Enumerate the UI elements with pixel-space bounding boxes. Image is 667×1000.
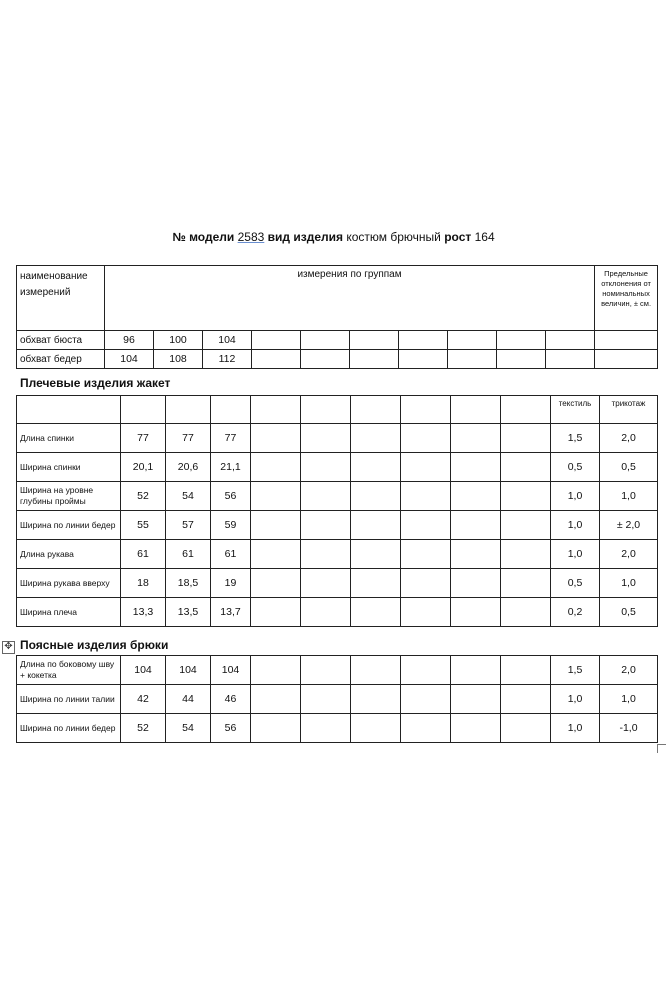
table-row (17, 331, 658, 350)
cell-value: 59 (211, 511, 251, 540)
cell-value: 42 (121, 685, 166, 714)
cell-value: 96 (105, 331, 154, 350)
cell-knit: 1,0 (600, 569, 658, 598)
row-name: Длина по боковому шву + кокетка (17, 656, 121, 685)
cell-knit: 0,5 (600, 453, 658, 482)
cell-value: 54 (166, 714, 211, 743)
cell-value: 21,1 (211, 453, 251, 482)
height-label: рост (444, 230, 472, 244)
cell-value: 61 (121, 540, 166, 569)
row-name: Ширина по линии талии (17, 685, 121, 714)
cell-value: 18,5 (166, 569, 211, 598)
model-number: 2583 (237, 230, 265, 244)
cell-value: 13,7 (211, 598, 251, 627)
type-label: вид изделия (267, 230, 343, 244)
table-row (17, 598, 658, 627)
row-name: Длина рукава (17, 540, 121, 569)
cell-value: 77 (121, 424, 166, 453)
cell-value: 77 (211, 424, 251, 453)
row-name: Ширина рукава вверху (17, 569, 121, 598)
cell-value: 61 (166, 540, 211, 569)
cell-value: 13,5 (166, 598, 211, 627)
table-row (17, 424, 658, 453)
header-groups: измерения по группам (105, 266, 595, 331)
cell-value: 20,6 (166, 453, 211, 482)
row-name: Ширина спинки (17, 453, 121, 482)
cell-value: 57 (166, 511, 211, 540)
cell-value: 55 (121, 511, 166, 540)
cell-knit: 1,0 (600, 482, 658, 511)
row-name: Ширина на уровне глубины проймы (17, 482, 121, 511)
cell-textile: 0,2 (551, 598, 600, 627)
table-row (17, 511, 658, 540)
cell-value: 56 (211, 482, 251, 511)
cell-value: 61 (211, 540, 251, 569)
table-row (17, 685, 658, 714)
cell-value: 100 (154, 331, 203, 350)
table-row (17, 453, 658, 482)
col-knit: трикотаж (600, 396, 658, 424)
cell-value: 104 (121, 656, 166, 685)
cell-value: 56 (211, 714, 251, 743)
table-row (17, 569, 658, 598)
table-row (17, 482, 658, 511)
cell-knit: 1,0 (600, 685, 658, 714)
cell-value: 46 (211, 685, 251, 714)
table-row (17, 350, 658, 369)
cell-value: 112 (203, 350, 252, 369)
section-jacket-heading: Плечевые изделия жакет (20, 376, 171, 390)
cell-textile: 1,0 (551, 540, 600, 569)
cell-value: 44 (166, 685, 211, 714)
type-value: костюм брючный (346, 230, 441, 244)
model-label: № модели (172, 230, 235, 244)
cell-value: 52 (121, 714, 166, 743)
cell-textile: 1,0 (551, 685, 600, 714)
header-tolerance: Предельные отклонения от номинальных величин, ± см. (595, 266, 658, 331)
cell-value: 77 (166, 424, 211, 453)
row-name: Ширина плеча (17, 598, 121, 627)
cell-textile: 1,5 (551, 424, 600, 453)
cell-value: 19 (211, 569, 251, 598)
row-name: Длина спинки (17, 424, 121, 453)
cell-textile: 1,0 (551, 511, 600, 540)
move-cross-icon[interactable]: ✥ (2, 641, 15, 654)
cell-value: 20,1 (121, 453, 166, 482)
cell-knit: 2,0 (600, 656, 658, 685)
cell-textile: 1,0 (551, 482, 600, 511)
jacket-table (16, 395, 658, 627)
pants-table (16, 655, 658, 743)
cell-knit: 2,0 (600, 540, 658, 569)
row-name: обхват бюста (17, 331, 105, 350)
row-name: Ширина по линии бедер (17, 714, 121, 743)
table-row (17, 714, 658, 743)
height-value: 164 (474, 230, 495, 244)
end-of-cell-mark (657, 744, 666, 753)
cell-value: 13,3 (121, 598, 166, 627)
table-row (17, 656, 658, 685)
cell-textile: 0,5 (551, 453, 600, 482)
cell-value: 108 (154, 350, 203, 369)
cell-knit: 0,5 (600, 598, 658, 627)
cell-value: 54 (166, 482, 211, 511)
cell-value: 104 (203, 331, 252, 350)
document-title (0, 230, 667, 244)
cell-value: 104 (105, 350, 154, 369)
col-textile: текстиль (551, 396, 600, 424)
cell-value: 18 (121, 569, 166, 598)
cell-knit: 2,0 (600, 424, 658, 453)
cell-textile: 0,5 (551, 569, 600, 598)
measurements-table (16, 265, 658, 369)
cell-textile: 1,5 (551, 656, 600, 685)
table-row (17, 540, 658, 569)
header-name: наименование измерений (17, 266, 105, 331)
section-pants-heading: Поясные изделия брюки (20, 638, 169, 652)
cell-value: 104 (211, 656, 251, 685)
cell-textile: 1,0 (551, 714, 600, 743)
cell-value: 52 (121, 482, 166, 511)
cell-knit: ± 2,0 (600, 511, 658, 540)
cell-knit: -1,0 (600, 714, 658, 743)
row-name: Ширина по линии бедер (17, 511, 121, 540)
row-name: обхват бедер (17, 350, 105, 369)
cell-value: 104 (166, 656, 211, 685)
